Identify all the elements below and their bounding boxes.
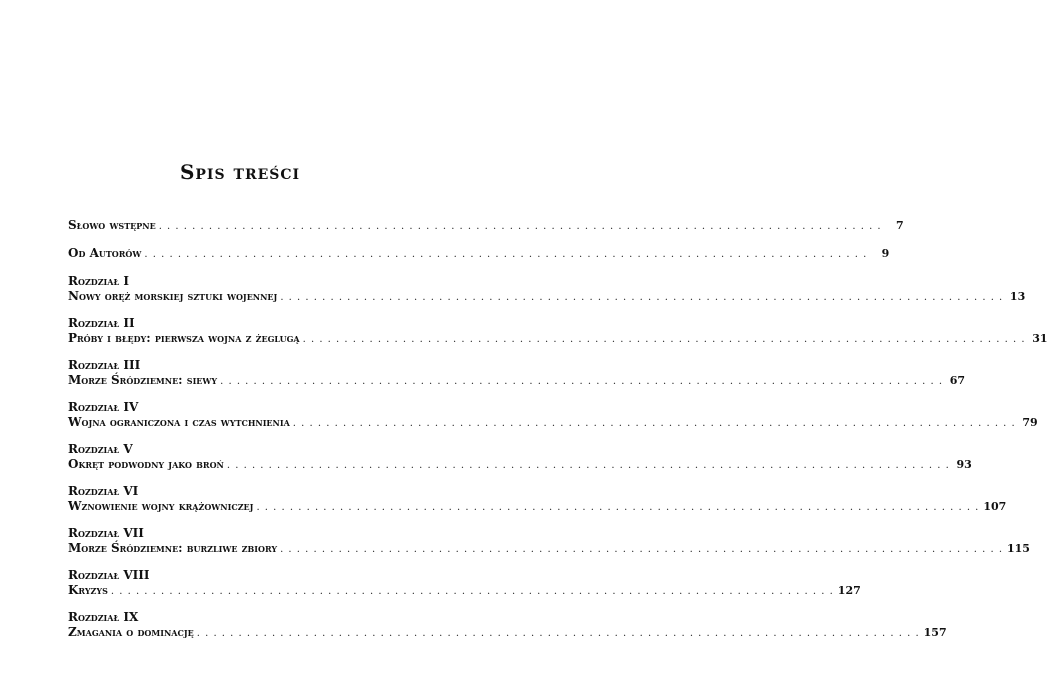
dot-leader <box>303 332 1026 347</box>
toc-entry-line <box>68 415 1038 431</box>
toc-chapter-label: Rozdział IX <box>68 610 139 624</box>
dot-leader <box>111 584 834 599</box>
toc-chapter-label: Rozdział VII <box>68 526 144 540</box>
toc-entry <box>68 484 1007 515</box>
toc-entry-title: Kryzys <box>68 583 108 597</box>
toc-entry <box>68 526 1030 557</box>
toc-page-number: 67 <box>949 374 966 387</box>
toc-page-number: 93 <box>956 458 972 471</box>
toc-entry-line <box>68 246 890 262</box>
dot-leader <box>220 374 943 389</box>
dot-leader <box>159 219 882 234</box>
dot-leader <box>197 626 920 641</box>
toc-entry-title: Nowy oręż morskiej sztuki wojennej <box>68 289 278 303</box>
toc-entry <box>68 442 972 473</box>
toc-entry-title: Zmagania o dominację <box>68 625 194 639</box>
toc-entry-title: Wojna ograniczona i czas wytchnienia <box>68 415 290 429</box>
toc-page-number: 157 <box>923 626 947 639</box>
toc-entry-line <box>68 289 1026 305</box>
toc-chapter-label: Rozdział VIII <box>68 568 150 582</box>
toc-entry-title: Słowo wstępne <box>68 218 156 232</box>
toc-page-number: 127 <box>837 584 861 597</box>
toc-chapter-label: Rozdział I <box>68 274 129 288</box>
toc-entry-title: Morze Śródziemne: siewy <box>68 373 218 387</box>
toc-page-number: 107 <box>983 500 1007 513</box>
toc-entry-line <box>68 373 966 389</box>
toc-chapter-label: Rozdział IV <box>68 400 139 414</box>
dot-leader <box>256 500 979 515</box>
toc-entry-title: Próby i błędy: pierwsza wojna z żeglugą <box>68 331 300 345</box>
dot-leader <box>280 290 1003 305</box>
toc-chapter-label: Rozdział VI <box>68 484 139 498</box>
toc-entry-line <box>68 499 1007 515</box>
dot-leader <box>293 416 1016 431</box>
toc-page-number: 79 <box>1022 416 1038 429</box>
toc-entry <box>68 246 890 262</box>
toc-chapter-label: Rozdział III <box>68 358 141 372</box>
toc-entry-line <box>68 583 861 599</box>
toc-entry <box>68 274 1026 305</box>
toc-entry-title: Okręt podwodny jako broń <box>68 457 224 471</box>
toc-entry <box>68 400 1038 431</box>
toc-page-number: 7 <box>895 219 904 232</box>
toc-entry <box>68 610 947 641</box>
toc-entry <box>68 316 1048 347</box>
toc-page-number: 115 <box>1007 542 1030 555</box>
toc-page-number: 9 <box>881 247 890 260</box>
toc-entry-line <box>68 218 904 234</box>
toc-entry-title: Od Autorów <box>68 246 142 260</box>
toc-page-number: 31 <box>1032 332 1048 345</box>
toc-entry-line <box>68 457 972 473</box>
toc-chapter-label: Rozdział II <box>68 316 135 330</box>
dot-leader <box>280 542 1003 557</box>
toc-heading: Spis treści <box>179 160 301 184</box>
toc-chapter-label: Rozdział V <box>68 442 133 456</box>
toc-entry-line <box>68 625 947 641</box>
toc-page-number: 13 <box>1009 290 1026 303</box>
toc-entry-line <box>68 541 1030 557</box>
toc-entry-line <box>68 331 1048 347</box>
dot-leader <box>144 247 867 262</box>
dot-leader <box>227 458 950 473</box>
toc-entry <box>68 568 861 599</box>
toc-entry <box>68 218 904 234</box>
toc-entry-title: Morze Śródziemne: burzliwe zbiory <box>68 541 278 555</box>
toc-entry <box>68 358 966 389</box>
toc-entry-title: Wznowienie wojny krążowniczej <box>68 499 254 513</box>
